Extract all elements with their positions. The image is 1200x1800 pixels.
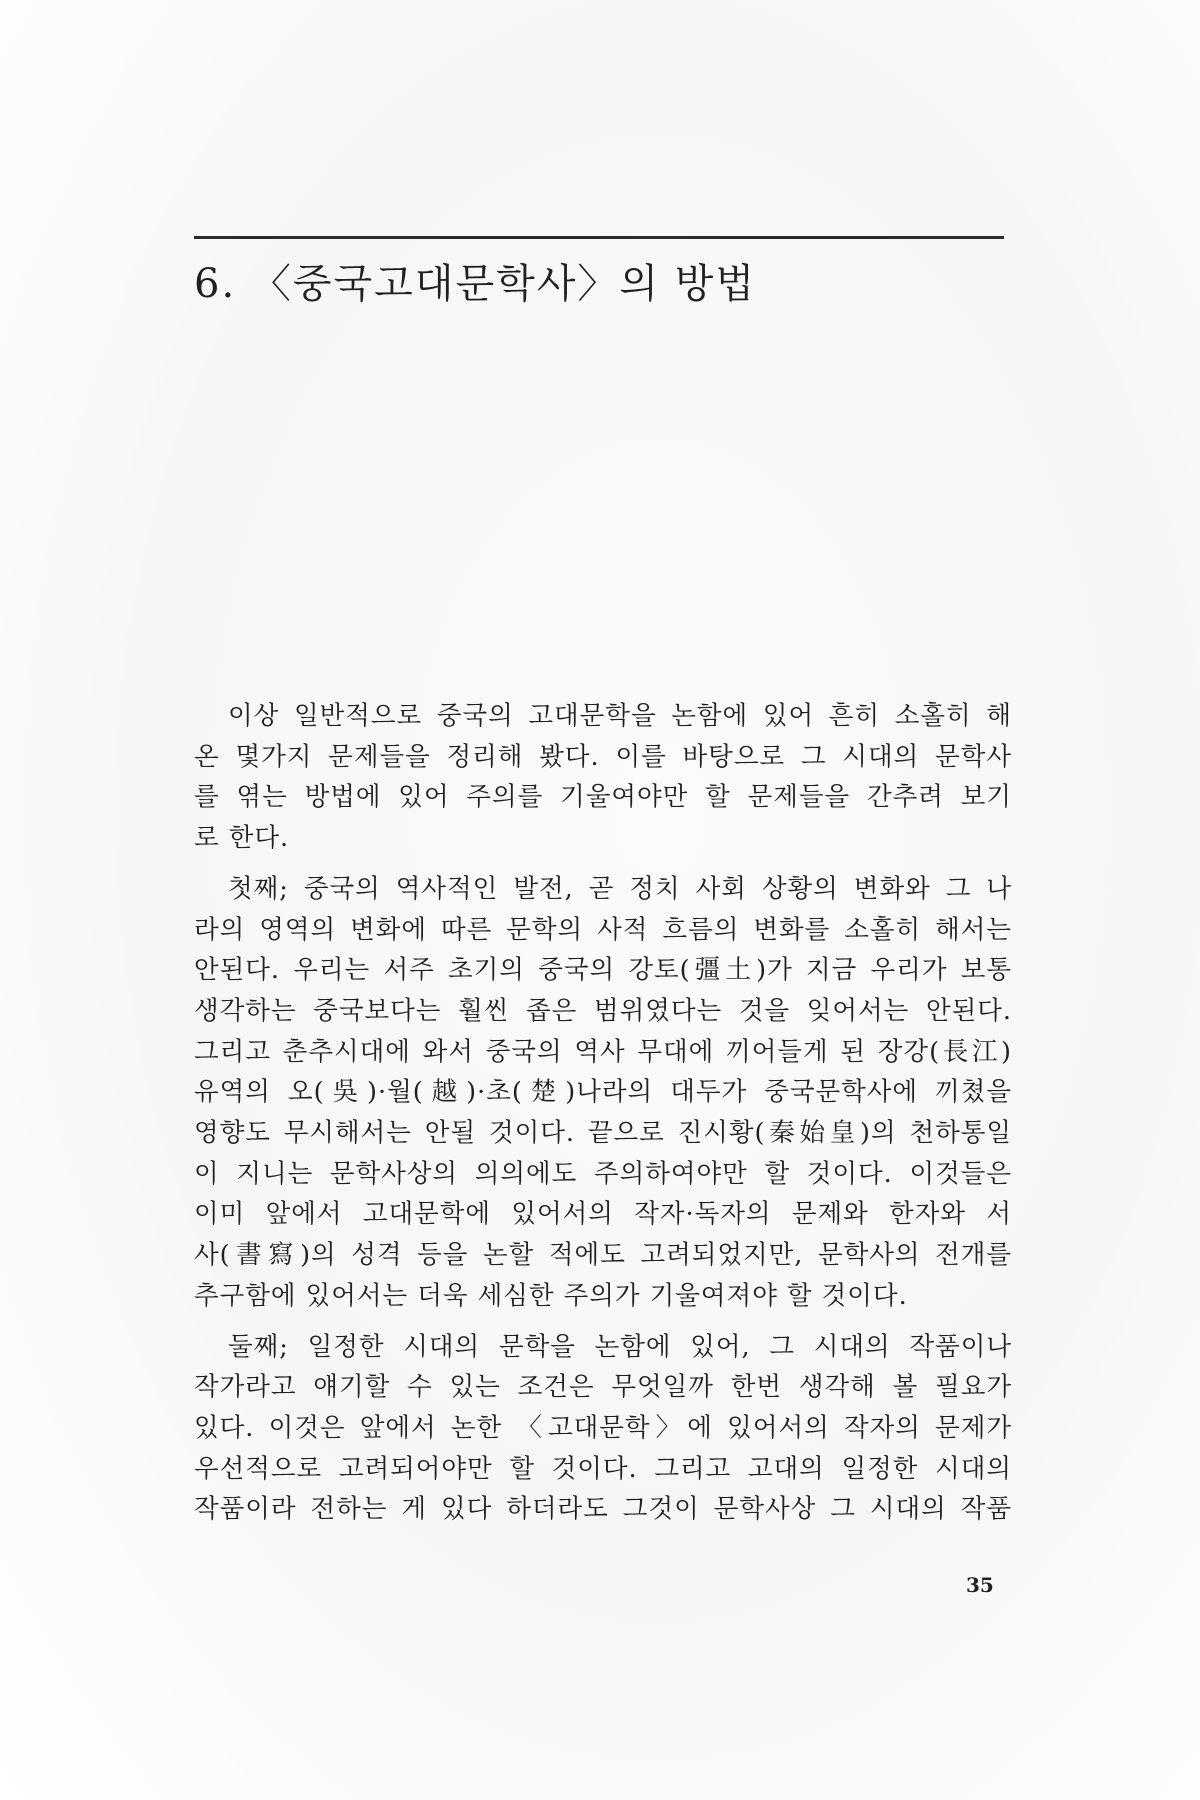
text-line: 추구함에 있어서는 더욱 세심한 주의가 기울여져야 할 것이다. [194,1280,908,1311]
text-line: 라의 영역의 변화에 따른 문학의 사적 흐름의 변화를 소홀히 해서는 [194,914,1012,945]
body-text [194,696,1012,1530]
paragraph-1 [194,696,1012,859]
page-number: 35 [966,1573,994,1597]
text-line: 사(書寫)의 성격 등을 논할 적에도 고려되었지만, 문학사의 전개를 [194,1240,1012,1271]
text-line: 작가라고 얘기할 수 있는 조건은 무엇일까 한번 생각해 볼 필요가 [194,1372,1012,1403]
text-line: 이미 앞에서 고대문학에 있어서의 작자·독자의 문제와 한자와 서 [194,1199,1012,1230]
text-line: 그리고 춘추시대에 와서 중국의 역사 무대에 끼어들게 된 장강(長江) [194,1036,1012,1067]
text-line: 로 한다. [194,823,290,854]
paragraph-3 [194,1327,1012,1531]
text-line: 둘째; 일정한 시대의 문학을 논함에 있어, 그 시대의 작품이나 [228,1331,1012,1362]
text-line: 이상 일반적으로 중국의 고대문학을 논함에 있어 흔히 소홀히 해 [228,701,1012,731]
text-line: 있다. 이것은 앞에서 논한 〈고대문학〉에 있어서의 작자의 문제가 [194,1412,1012,1443]
text-line: 첫째; 중국의 역사적인 발전, 곧 정치 사회 상황의 변화와 그 나 [228,873,1012,904]
text-line: 안된다. 우리는 서주 초기의 중국의 강토(彊土)가 지금 우리가 보통 [194,955,1012,986]
chapter-rule [194,236,1004,239]
text-line: 유역의 오(吳)·월(越)·초(楚)나라의 대두가 중국문학사에 끼쳤을 [194,1077,1012,1108]
text-line: 우선적으로 고려되어야만 할 것이다. 그리고 고대의 일정한 시대의 [194,1453,1012,1484]
text-line: 온 몇가지 문제들을 정리해 봤다. 이를 바탕으로 그 시대의 문학사 [194,741,1012,772]
text-line: 생각하는 중국보다는 훨씬 좁은 범위였다는 것을 잊어서는 안된다. [194,995,1012,1026]
text-line: 영향도 무시해서는 안될 것이다. 끝으로 진시황(秦始皇)의 천하통일 [194,1118,1012,1149]
text-line: 이 지니는 문학사상의 의의에도 주의하여야만 할 것이다. 이것들은 [194,1158,1012,1189]
text-line: 를 엮는 방법에 있어 주의를 기울여야만 할 문제들을 간추려 보기 [194,782,1012,813]
paragraph-2 [194,869,1012,1317]
text-line: 작품이라 전하는 게 있다 하더라도 그것이 문학사상 그 시대의 작품 [194,1494,1012,1525]
chapter-title: 6. 〈중국고대문학사〉의 방법 [194,261,756,307]
